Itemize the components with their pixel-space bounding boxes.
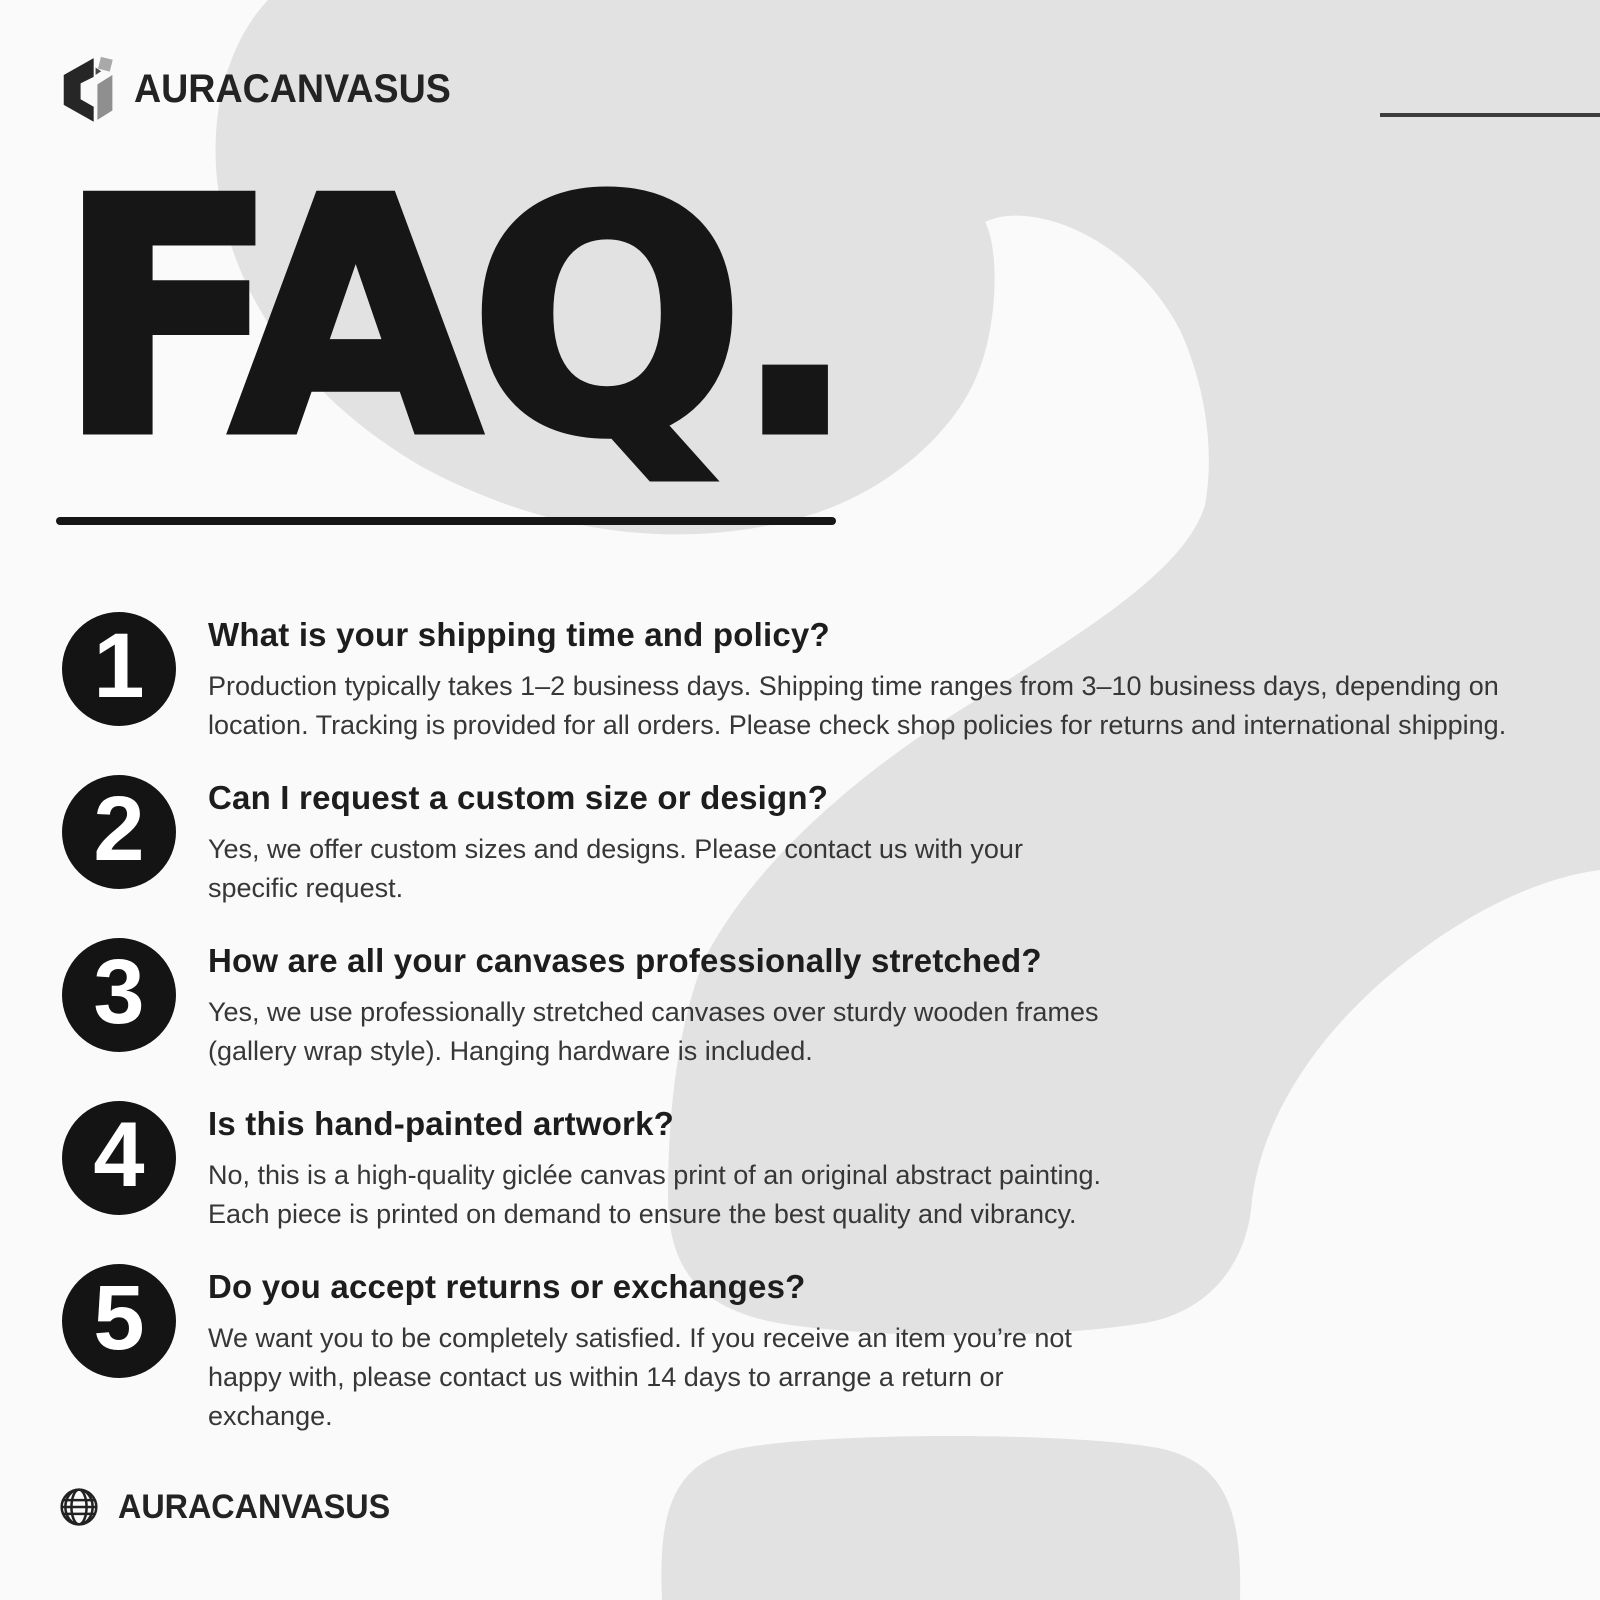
globe-icon — [58, 1486, 100, 1528]
item-5-question: Do you accept returns or exchanges? — [208, 1268, 806, 1305]
item-3-question: How are all your canvases professionally stretched? — [208, 942, 1042, 979]
item-4-answer: No, this is a high-quality giclée canvas print of an original abstract painting. Each piece is printed on demand to ensure the best quality and vibrancy. — [208, 1160, 1101, 1229]
item-2-answer: Yes, we offer custom sizes and designs. Please contact us with your specific request. — [208, 834, 1023, 903]
footer-brand-name: AURACANVASUS — [118, 1487, 391, 1526]
item-5-number-badge — [62, 1264, 176, 1378]
faq-item-5 — [62, 1262, 1592, 1436]
item-4-question: Is this hand-painted artwork? — [208, 1105, 675, 1142]
logo-icon — [60, 52, 118, 126]
faq-item-1 — [62, 610, 1592, 745]
item-2-question: Can I request a custom size or design? — [208, 779, 829, 816]
item-4-number-badge — [62, 1101, 176, 1215]
faq-item-4 — [62, 1099, 1592, 1234]
item-3-number-badge — [62, 938, 176, 1052]
faq-item-3 — [62, 936, 1592, 1071]
item-2-number: 2 — [93, 777, 145, 880]
footer — [58, 1486, 405, 1528]
header-rule — [1380, 113, 1600, 117]
item-2-number-badge — [62, 775, 176, 889]
item-1-number: 1 — [93, 614, 145, 717]
brand-name: AURACANVASUS — [134, 66, 451, 111]
title-underline — [56, 517, 836, 525]
item-5-answer: We want you to be completely satisfied. If you receive an item you’re not happy with, please contact us within 14 days to arrange a return or exchange. — [208, 1323, 1072, 1431]
page-title: FAQ. — [58, 131, 847, 506]
item-5-number: 5 — [93, 1266, 145, 1369]
header — [60, 52, 471, 126]
item-1-number-badge — [62, 612, 176, 726]
item-4-number: 4 — [93, 1103, 145, 1206]
faq-list — [62, 610, 1592, 1464]
item-3-number: 3 — [93, 940, 145, 1043]
item-1-answer: Production typically takes 1–2 business days. Shipping time ranges from 3–10 business days, depending on location. Tracking is provided for all orders. Please check shop policies for returns and international shipping. — [208, 671, 1507, 740]
item-3-answer: Yes, we use professionally stretched canvases over sturdy wooden frames (gallery wrap style). Hanging hardware is included. — [208, 997, 1099, 1066]
faq-item-2 — [62, 773, 1592, 908]
item-1-question: What is your shipping time and policy? — [208, 616, 830, 653]
